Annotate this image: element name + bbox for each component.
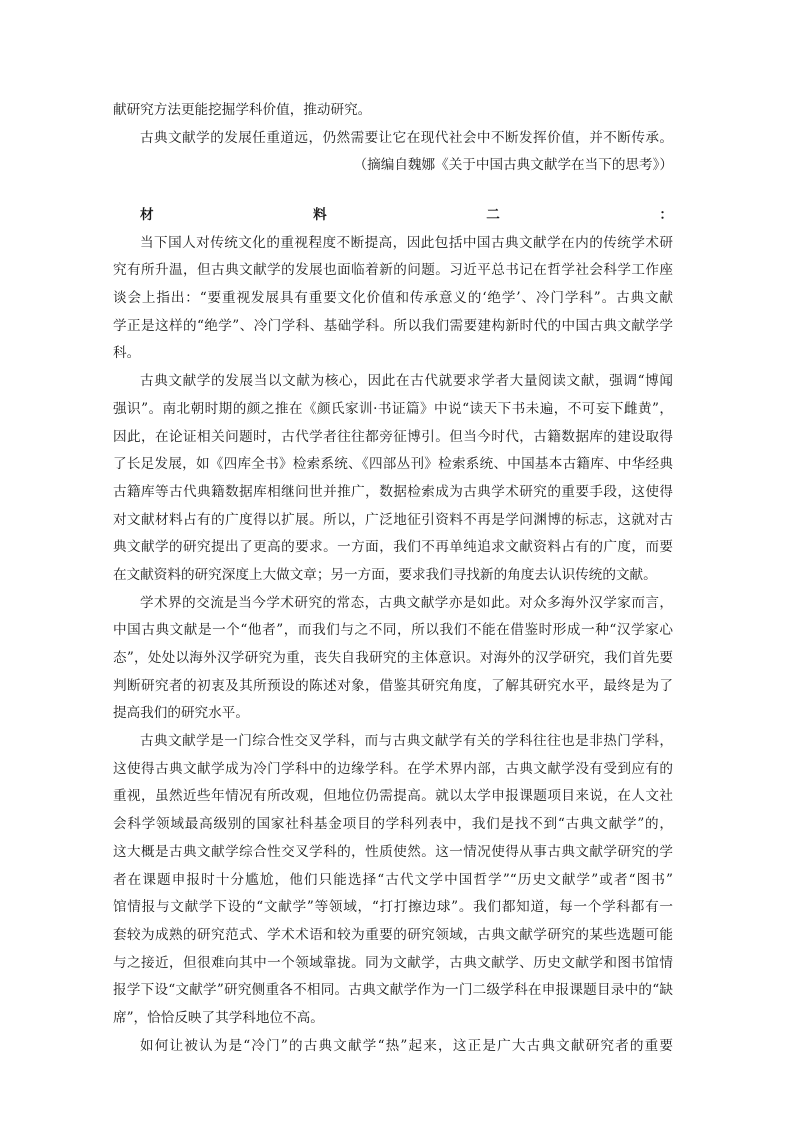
text-line: 中国古典文献是一个“他者”，而我们与之不同，所以我们不能在借鉴时形成一种“汉学家心 <box>113 622 673 639</box>
text-line: 学术界的交流是当今学术研究的常态，古典文献学亦是如此。对众多海外汉学家而言， <box>140 594 673 611</box>
paragraph <box>113 230 673 368</box>
text-line: 古籍库等古代典籍数据库相继问世并推广，数据检索成为古典学术研究的重要手段，这使得 <box>113 483 673 500</box>
text-line: 提高我们的研究水平。 <box>113 705 249 722</box>
text-line: 典文献学的研究提出了更高的要求。一方面，我们不再单纯追求文献资料占有的广度，而要 <box>113 539 673 556</box>
text-line: 如何让被认为是“冷门”的古典文献学“热”起来，这正是广大古典文献研究者的重要 <box>140 1037 673 1054</box>
text-line: 古典文献学的发展任重道远，仍然需要让它在现代社会中不断发挥价值，并不断传承。 <box>140 129 673 146</box>
text-line: 了长足发展，如《四库全书》检索系统、《四部丛刊》检索系统、中国基本古籍库、中华经典 <box>113 456 673 473</box>
text-line: 在文献资料的研究深度上大做文章；另一方面，要求我们寻找新的角度去认识传统的文献。 <box>113 566 657 583</box>
paragraph <box>113 1033 673 1061</box>
text-line: 席”，恰恰反映了其学科地位不高。 <box>113 1009 324 1026</box>
text-line: 会科学领域最高级别的国家社科基金项目的学科列表中，我们是找不到“古典文献学”的， <box>113 816 673 833</box>
paragraph <box>113 368 673 590</box>
material-two-section <box>113 202 673 1060</box>
text-line: 与之接近，但很难向其中一个领域靠拢。同为文献学，古典文献学、历史文献学和图书馆情 <box>113 954 673 971</box>
text-line: 套较为成熟的研究范式、学术术语和较为重要的研究领域，古典文献学研究的某些选题可能 <box>113 926 673 943</box>
text-line: 态”，处处以海外汉学研究为重，丧失自我研究的主体意识。对海外的汉学研究，我们首先要 <box>113 650 673 666</box>
text-line: 献研究方法更能挖掘学科价值，推动研究。 <box>113 102 372 118</box>
paragraph <box>113 728 673 1033</box>
text-line: 因此，在论证相关问题时，古代学者往往都旁征博引。但当今时代，古籍数据库的建设取得 <box>113 428 673 445</box>
text-line: 重视，虽然近些年情况有所改观，但地位仍需提高。就以太学申报课题项目来说，在人文社 <box>113 788 673 805</box>
section-heading: 材料二： <box>140 207 673 223</box>
text-line: 强识”。南北朝时期的颜之推在《颜氏家训·书证篇》中说“读天下书未遍，不可妄下雌黄”， <box>113 400 673 417</box>
text-line: 科。 <box>113 345 141 362</box>
text-line: 判断研究者的初衷及其所预设的陈述对象，借鉴其研究角度，了解其研究水平，最终是为了 <box>113 677 673 694</box>
text-line: 谈会上指出：“要重视发展具有重要文化价值和传承意义的‘绝学’、冷门学科”。古典文献 <box>113 290 673 307</box>
text-line: 者在课题申报时十分尴尬，他们只能选择“古代文学中国哲学”“历史文献学”或者“图书” <box>113 871 673 888</box>
text-line: 馆情报与文献学下设的“文献学”等领域，“打打擦边球”。我们都知道，每一个学科都有一 <box>113 899 673 916</box>
preceding-text-block <box>113 97 673 180</box>
text-line: 报学下设“文献学”研究侧重各不相同。古典文献学作为一门二级学科在申报课题目录中的“缺 <box>113 982 673 999</box>
text-line: 当下国人对传统文化的重视程度不断提高，因此包括中国古典文献学在内的传统学术研 <box>140 234 673 251</box>
text-line: 这使得古典文献学成为冷门学科中的边缘学科。在学术界内部，古典文献学没有受到应有的 <box>113 760 673 777</box>
text-line: 古典文献学的发展当以文献为核心，因此在古代就要求学者大量阅读文献，强调“博闻 <box>140 373 673 390</box>
text-line: 对文献材料占有的广度得以扩展。所以，广泛地征引资料不再是学问渊博的标志，这就对古 <box>113 511 673 528</box>
paragraph <box>113 590 673 728</box>
text-line: 究有所升温，但古典文献学的发展也面临着新的问题。习近平总书记在哲学社会科学工作座 <box>113 262 673 279</box>
text-line: 学正是这样的“绝学”、冷门学科、基础学科。所以我们需要建构新时代的中国古典文献学学 <box>113 317 673 334</box>
text-line: 古典文献学是一门综合性交叉学科，而与古典文献学有关的学科往往也是非热门学科， <box>140 733 673 750</box>
text-line: 这大概是古典文献学综合性交叉学科的，性质使然。这一情况使得从事古典文献学研究的学 <box>113 843 673 860</box>
source-citation: （摘编自魏娜《关于中国古典文献学在当下的思考》） <box>353 157 673 174</box>
